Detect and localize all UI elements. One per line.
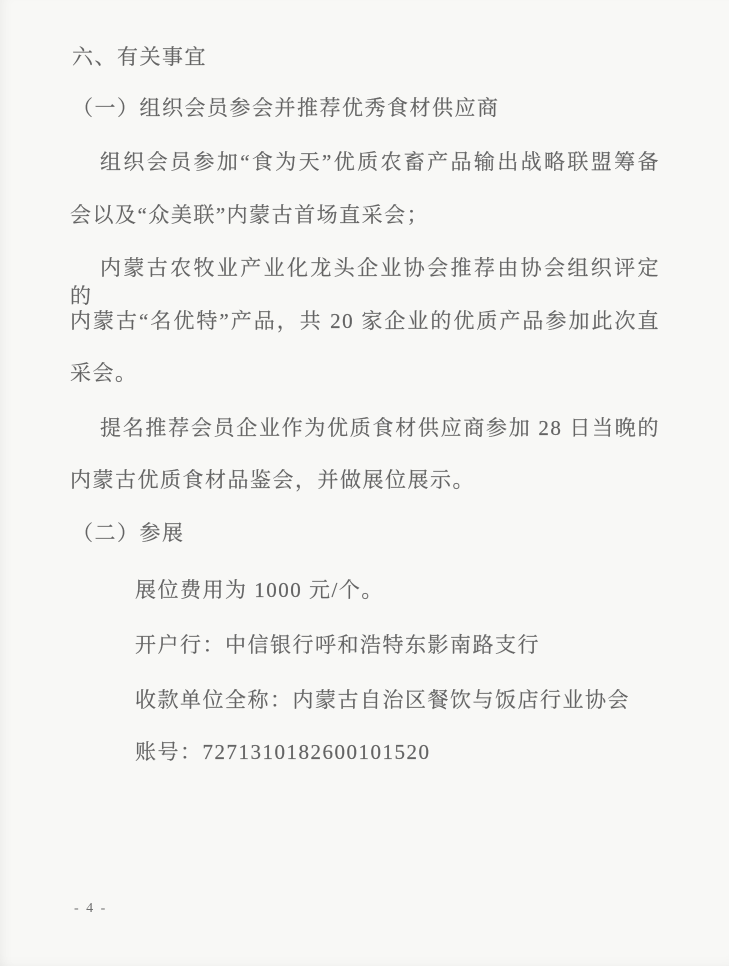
account-number-line: 账号：7271310182600101520 bbox=[135, 740, 431, 764]
page-number: - 4 - bbox=[74, 901, 108, 916]
section-heading: 六、有关事宜 bbox=[72, 45, 207, 69]
text-line: 内蒙古优质食材品鉴会，并做展位展示。 bbox=[70, 468, 475, 492]
text-line: 提名推荐会员企业作为优质食材供应商参加 28 日当晚的 bbox=[100, 416, 660, 440]
subsection-heading-1: （一）组织会员参会并推荐优秀食材供应商 bbox=[72, 96, 500, 120]
bank-name-line: 开户行：中信银行呼和浩特东影南路支行 bbox=[135, 633, 540, 657]
booth-fee-line: 展位费用为 1000 元/个。 bbox=[135, 578, 384, 602]
text-line: 采会。 bbox=[70, 361, 138, 385]
payee-name-line: 收款单位全称：内蒙古自治区餐饮与饭店行业协会 bbox=[135, 688, 630, 712]
subsection-heading-2: （二）参展 bbox=[72, 521, 185, 545]
text-line: 会以及“众美联”内蒙古首场直采会； bbox=[70, 203, 430, 227]
text-line: 组织会员参加“食为天”优质农畜产品输出战略联盟筹备 bbox=[100, 150, 660, 174]
text-line: 内蒙古农牧业产业化龙头企业协会推荐由协会组织评定的 bbox=[70, 256, 660, 308]
text-line: 内蒙古“名优特”产品，共 20 家企业的优质产品参加此次直 bbox=[70, 309, 660, 333]
